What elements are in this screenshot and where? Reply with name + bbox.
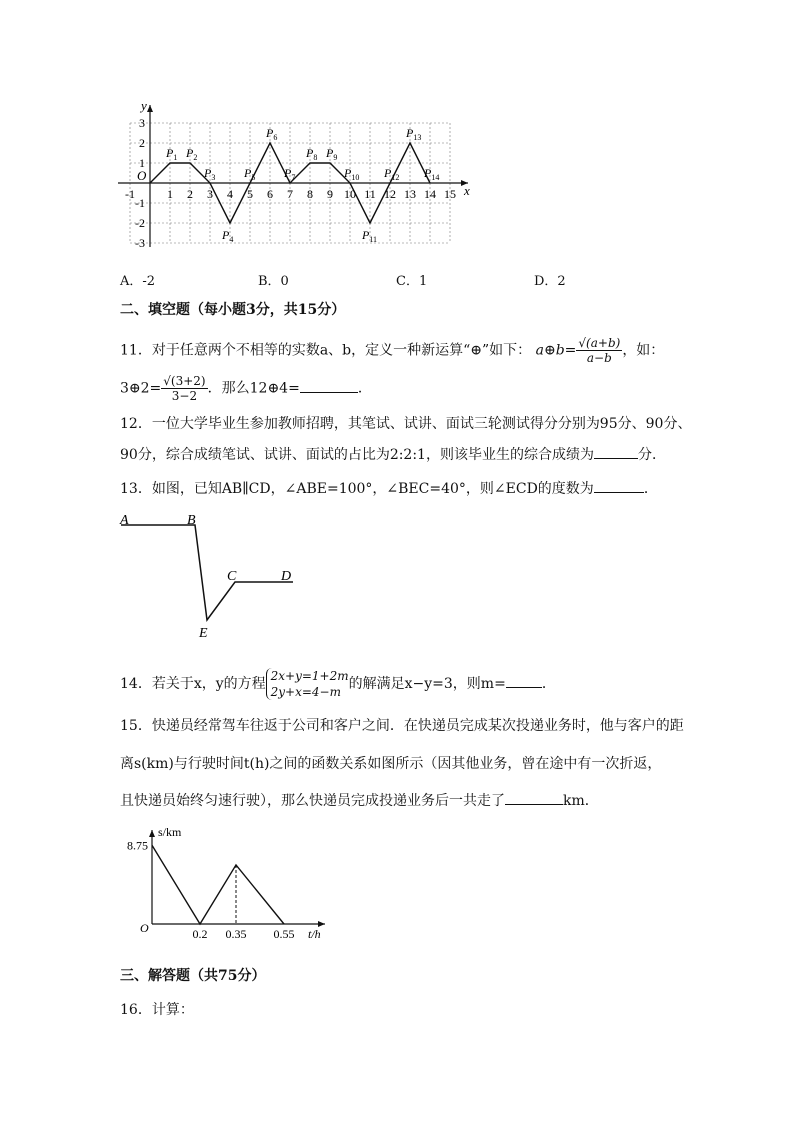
q13-label-e: E [199,626,208,641]
option-a[interactable]: A．-2 [120,274,156,289]
y-tick-label: -3 [135,236,145,250]
q12-line2 [120,444,666,465]
origin-label: O [137,168,147,183]
q11-text: 11．对于任意两个不相等的实数a、b，定义一种新运算“⊕”如下： [120,342,532,359]
section-3-heading: 三、解答题（共75分） [120,968,266,984]
x-tick-label: 11 [364,187,376,201]
q11-question: ．那么12⊕4= [207,380,300,397]
y-tick-label: -2 [135,216,145,230]
point-label-p7: $P_7$ [284,166,296,182]
x-tick-label: 9 [327,187,333,201]
x-tick-label: 15 [444,187,456,201]
q12-unit: 分． [637,447,666,463]
x-tick-label: 0.35 [225,927,247,941]
x-tick-label: 5 [247,187,253,201]
y-tick-label: 3 [139,116,145,130]
y-tick-label: -1 [135,196,145,210]
q14-system [266,668,349,700]
x-tick-label: 13 [404,187,416,201]
q14-prefix: 14．若关于x，y的方程 [120,676,266,692]
q11-line1 [120,336,664,365]
chart-series [152,845,284,924]
distance-line [152,845,284,924]
zigzag-graph [110,98,470,250]
point-label-p3: $P_3$ [204,166,216,182]
q14-answer-blank[interactable] [506,673,542,688]
point-label-p5: $P_5$ [244,166,256,182]
option-b[interactable]: B．0 [258,274,289,289]
q12-line1: 12．一位大学毕业生参加教师招聘，其笔试、试讲、面试三轮测试得分分别为95分、90分、 [120,416,692,432]
point-label-p11: $P_{11}$ [362,228,378,244]
q16-text: 16．计算： [120,1002,194,1018]
option-d[interactable]: D．2 [534,274,566,289]
q13-text: 13．如图，已知AB∥CD，∠ABE=100°，∠BEC=40°，则∠ECD的度数为 [120,481,594,497]
chart-axes [149,830,325,927]
point-label-p8: $P_8$ [306,146,318,162]
q11-answer-blank[interactable] [300,378,358,393]
x-tick-label: 12 [384,187,396,201]
y-tick-label: 1 [139,156,145,170]
point-label-p13: $P_{13}$ [406,126,422,142]
x-tick-label: 4 [227,187,233,201]
x-tick-label: 14 [424,187,436,201]
x-tick-label: 8 [307,187,313,201]
q15-answer-blank[interactable] [505,790,563,805]
x-tick-label: 10 [344,187,356,201]
q13-label-a: A [120,513,129,528]
y-axis-arrow [147,105,153,112]
q11-def-lhs: a⊕b= [535,342,577,359]
point-label-p9: $P_9$ [326,146,338,162]
q13-label-c: C [227,569,237,584]
point-label-p6: $P_6$ [266,126,278,142]
y-tick-8.75: 8.75 [127,838,148,853]
q13-line [120,478,658,499]
chart-origin-label: O [140,921,149,935]
q14-line [120,668,556,700]
s-axis-label: s/km [158,825,182,839]
y-tick-label: 2 [139,136,145,150]
t-axis-label: t/h [308,927,321,941]
q13-label-d: D [281,569,292,584]
section-2-heading: 二、填空题（每小题3分，共15分） [120,302,346,318]
q11-example-lhs: 3⊕2= [120,380,162,397]
x-tick-label: 1 [167,187,173,201]
point-label-p1: $P_1$ [166,146,178,162]
distance-time-chart [120,822,340,946]
q15-line1: 15．快递员经常驾车往返于公司和客户之间．在快递员完成某次投递业务时，他与客户的距 [120,718,684,734]
x-tick-label: 0.55 [273,927,295,941]
q15-text: 且快递员始终匀速行驶），那么快递员完成投递业务后一共走了 [120,793,505,809]
s-axis-arrow [149,830,155,837]
q11-example-fraction: $\frac{√(3+2)}{3-2}$ [163,374,206,403]
point-label-p4: $P_4$ [222,228,234,244]
q13-label-b: B [187,513,196,528]
q15-line2: 离s(km)与行驶时间t(h)之间的函数关系如图所示（因其他业务，曾在途中有一次折返， [120,756,662,772]
graph-labels [125,98,470,250]
x-tick-label: -1 [125,187,135,201]
x-tick-label: 2 [187,187,193,201]
option-c[interactable]: C．1 [396,274,428,289]
q11-period: ． [357,380,372,397]
q14-eq2: 2y+x=4−m [270,685,341,699]
q15-line3 [120,790,599,811]
x-tick-label: 6 [267,187,273,201]
x-axis-label: x [464,183,470,198]
q11-line2 [120,374,372,403]
q14-suffix: 的解满足x−y=3，则m= [348,676,506,692]
q13-lines [121,525,293,620]
q12-answer-blank[interactable] [594,444,638,459]
point-label-p12: $P_{12}$ [384,166,400,182]
q14-period: ． [541,676,556,692]
q15-unit: km． [563,793,599,809]
q13-period: ． [643,481,658,497]
q13-answer-blank[interactable] [594,478,644,493]
x-tick-label: 3 [207,187,213,201]
q13-figure [115,508,315,643]
q11-def-fraction: $\frac{√(a+b)}{a-b}$ [578,336,621,365]
point-label-p2: $P_2$ [186,146,198,162]
point-label-p14: $P_{14}$ [424,166,440,182]
x-tick-label: 0.2 [192,927,208,941]
x-tick-label: 7 [287,187,293,201]
q11-line1-end: ，如： [622,342,665,359]
point-label-p10: $P_{10}$ [344,166,360,182]
q12-text: 90分，综合成绩笔试、试讲、面试的占比为2:2:1，则该毕业生的综合成绩为 [120,447,594,463]
q14-eq1: 2x+y=1+2m [270,669,349,683]
y-axis-label: y [141,98,147,113]
